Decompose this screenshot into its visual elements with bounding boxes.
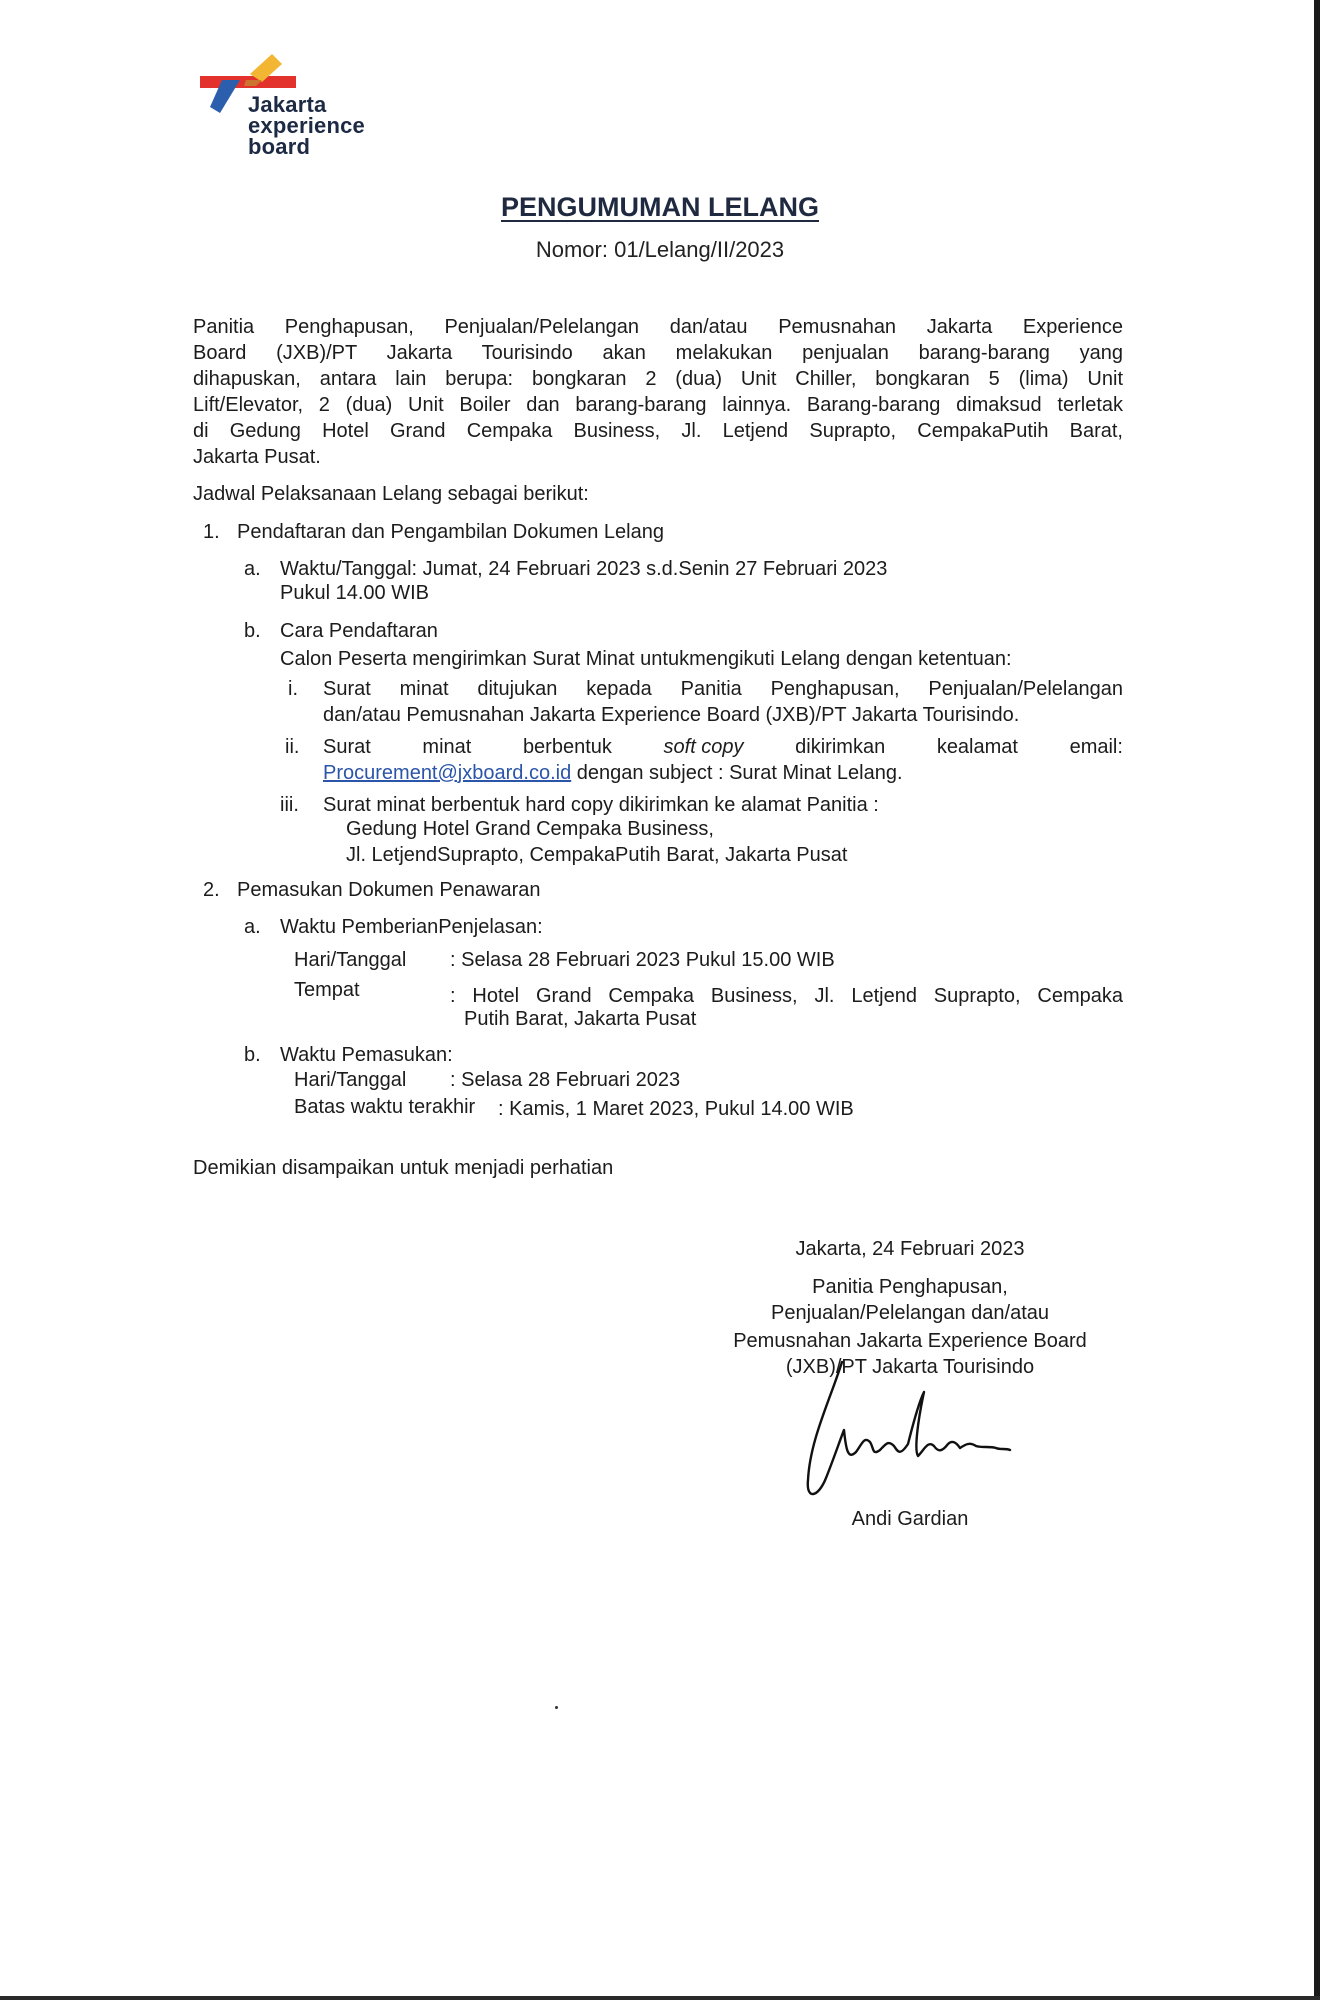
item-ii-marker: ii.	[285, 736, 300, 758]
logo-line-3: board	[248, 134, 311, 159]
section-2-title: Pemasukan Dokumen Penawaran	[237, 879, 541, 901]
item-ii-soft-copy: soft copy	[663, 736, 744, 758]
jxb-logo	[200, 52, 420, 167]
item-ii-word: dikirimkan	[795, 736, 886, 758]
section-1-title: Pendaftaran dan Pengambilan Dokumen Lelang	[237, 521, 664, 543]
procurement-email-link[interactable]: Procurement@jxboard.co.id	[323, 762, 572, 784]
intro-line: dihapuskan, antara lain berupa: bongkaran 2 (dua) Unit Chiller, bongkaran 5 (lima) Unit	[193, 368, 1123, 390]
item-ii-line-1	[323, 734, 1123, 760]
section-2a-tempat-label: Tempat	[294, 979, 360, 1001]
scan-edge-bottom	[0, 1996, 1320, 2000]
section-1b-marker: b.	[244, 620, 261, 642]
section-1a-line-1: Waktu/Tanggal: Jumat, 24 Februari 2023 s.d.Senin 27 Februari 2023	[280, 558, 888, 580]
section-2a-title: Waktu PemberianPenjelasan:	[280, 916, 543, 938]
logo-wordmark	[248, 94, 365, 157]
committee-line-4: (JXB)/PT Jakarta Tourisindo	[785, 1356, 1035, 1378]
item-iii-line-1: Surat minat berbentuk hard copy dikirimkan ke alamat Panitia :	[323, 794, 879, 816]
intro-line: Jakarta Pusat.	[193, 446, 321, 468]
scan-speck	[555, 1706, 558, 1709]
item-iii-marker: iii.	[280, 794, 299, 816]
section-2a-marker: a.	[244, 916, 261, 938]
section-2a-tempat-value-1: : Hotel Grand Cempaka Business, Jl. Letjend Suprapto, Cempaka	[450, 985, 1123, 1007]
item-ii-word: Surat	[323, 736, 371, 758]
place-date: Jakarta, 24 Februari 2023	[795, 1238, 1025, 1260]
item-ii-line-2	[323, 760, 903, 786]
document-title: PENGUMUMAN LELANG	[501, 192, 819, 222]
section-2b-hari-value: : Selasa 28 Februari 2023	[450, 1069, 681, 1091]
item-ii-word: email:	[1069, 736, 1123, 758]
committee-line-1: Panitia Penghapusan,	[812, 1276, 1008, 1298]
item-ii-word: minat	[422, 736, 472, 758]
item-i-marker: i.	[288, 678, 298, 700]
item-iii-line-3: Jl. LetjendSuprapto, CempakaPutih Barat, Jakarta Pusat	[346, 844, 848, 866]
section-2b-batas-label: Batas waktu terakhir	[294, 1096, 476, 1118]
section-2b-hari-label: Hari/Tanggal	[294, 1069, 407, 1091]
signer-name: Andi Gardian	[851, 1508, 969, 1530]
section-2b-title: Waktu Pemasukan:	[280, 1044, 453, 1066]
item-iii-line-2: Gedung Hotel Grand Cempaka Business,	[346, 818, 714, 840]
item-ii-word: berbentuk	[522, 736, 612, 758]
section-1a-marker: a.	[244, 558, 261, 580]
item-i-line-2: dan/atau Pemusnahan Jakarta Experience Board (JXB)/PT Jakarta Tourisindo.	[323, 704, 1020, 726]
intro-line: Lift/Elevator, 2 (dua) Unit Boiler dan barang-barang lainnya. Barang-barang dimaksud terletak	[193, 394, 1123, 416]
handwritten-signature	[800, 1360, 1040, 1510]
intro-line: Board (JXB)/PT Jakarta Tourisindo akan melakukan penjualan barang-barang yang	[193, 342, 1123, 364]
section-1b-title: Cara Pendaftaran	[280, 620, 438, 642]
intro-line: di Gedung Hotel Grand Cempaka Business, Jl. Letjend Suprapto, CempakaPutih Barat,	[193, 420, 1123, 442]
schedule-heading: Jadwal Pelaksanaan Lelang sebagai berikut:	[193, 483, 589, 505]
section-1a-line-2: Pukul 14.00 WIB	[280, 582, 429, 604]
section-1b-desc: Calon Peserta mengirimkan Surat Minat untukmengikuti Lelang dengan ketentuan:	[280, 648, 1012, 670]
committee-line-2: Penjualan/Pelelangan dan/atau	[770, 1302, 1050, 1324]
logo-line-1: Jakarta	[248, 92, 327, 117]
section-2a-hari-value: : Selasa 28 Februari 2023 Pukul 15.00 WIB	[450, 949, 835, 971]
section-2b-batas-value: : Kamis, 1 Maret 2023, Pukul 14.00 WIB	[498, 1098, 854, 1120]
section-1-number: 1.	[203, 521, 220, 543]
committee-line-3: Pemusnahan Jakarta Experience Board	[733, 1330, 1087, 1352]
item-ii-subject: dengan subject : Surat Minat Lelang.	[571, 762, 903, 784]
closing-statement: Demikian disampaikan untuk menjadi perhatian	[193, 1157, 614, 1179]
logo-line-2: experience	[248, 113, 365, 138]
item-i-line-1: Surat minat ditujukan kepada Panitia Penghapusan, Penjualan/Pelelangan	[323, 678, 1123, 700]
intro-line: Panitia Penghapusan, Penjualan/Pelelangan dan/atau Pemusnahan Jakarta Experience	[193, 316, 1123, 338]
item-ii-word: kealamat	[936, 736, 1018, 758]
scan-edge-right	[1314, 0, 1320, 2000]
section-2-number: 2.	[203, 879, 220, 901]
section-2b-marker: b.	[244, 1044, 261, 1066]
intro-paragraph	[193, 314, 1123, 470]
section-2a-hari-label: Hari/Tanggal	[294, 949, 407, 971]
section-2a-tempat-value-2: Putih Barat, Jakarta Pusat	[464, 1008, 697, 1030]
document-number: Nomor: 01/Lelang/II/2023	[535, 237, 785, 262]
